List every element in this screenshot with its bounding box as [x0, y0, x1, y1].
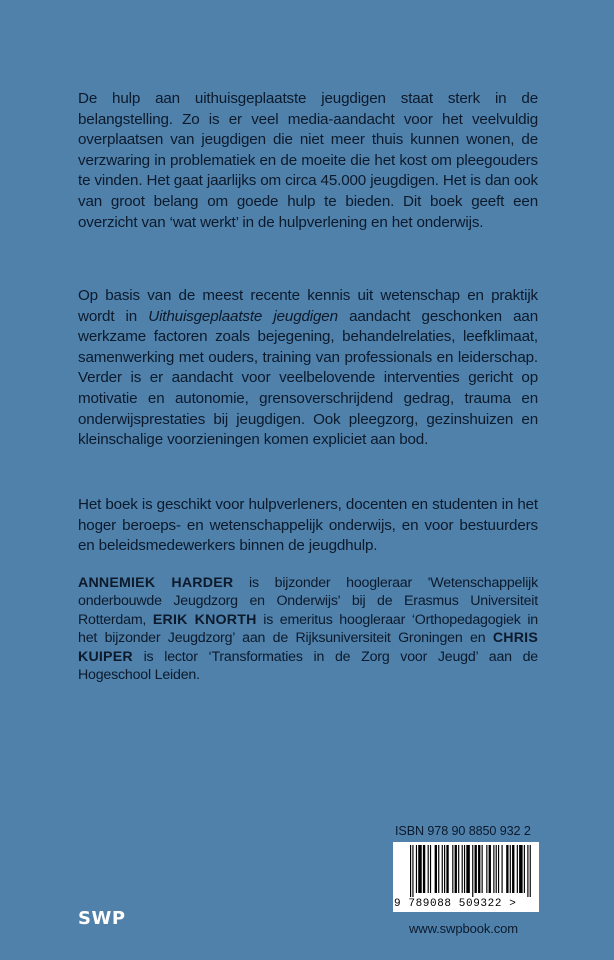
author-bio-kuiper: is lector ‘Transformaties in de Zorg voor Jeugd’ aan de Hogeschool Leiden. — [78, 648, 538, 684]
book-title: Uithuisgeplaatste jeugdigen — [148, 307, 338, 325]
author-bios — [78, 574, 538, 684]
author-bio-harder: is bijzonder hoogleraar 'Wetenschappelijk onderbouwde Jeugdzorg en Onderwijs' bij de Erasmus Universiteit Rotterdam, — [78, 575, 538, 628]
publisher-website: www.swpbook.com — [409, 921, 519, 936]
author-name-harder: ANNEMIEK HARDER — [78, 575, 234, 591]
author-bio-knorth: is emeritus hoogleraar ‘Orthopedagogiek in het bijzonder Jeugdzorg’ aan de Rijksuniversiteit Groningen en — [78, 611, 538, 647]
barcode-image — [410, 845, 532, 897]
barcode-digits: 9 789088 509322 > — [394, 898, 517, 910]
description-paragraph-3: Het boek is geschikt voor hulpverleners, docenten en studenten in het hoger beroeps- en wetenschappelijk onderwijs, en voor bestuurders en beleidsmedewerkers binnen de jeugdhulp. — [78, 496, 538, 555]
description-paragraph-1: De hulp aan uithuisgeplaatste jeugdigen staat sterk in de belangstelling. Zo is er veel media-aandacht voor het veelvuldig overplaatsen van jeugdigen die niet meer thuis kunnen wonen, de verzwaring in problematiek en de moeite die het kost om pleegouders te vinden. Het gaat jaarlijks om circa 45.000 jeugdigen. Het is dan ook van groot belang om goede hulp te bieden. Dit boek geeft een overzicht van ‘wat werkt’ in de hulpverlening en het onderwijs. — [78, 90, 538, 231]
paragraph-2-intro: Op basis van de meest recente kennis uit wetenschap en praktijk wordt in — [78, 287, 538, 325]
publisher-logo: SWP — [78, 908, 126, 929]
author-name-kuiper: CHRIS KUIPER — [78, 630, 538, 665]
isbn-label: ISBN 978 90 8850 932 2 — [395, 824, 531, 838]
description-paragraph-2 — [78, 286, 538, 451]
author-name-knorth: ERIK KNORTH — [152, 611, 257, 628]
paragraph-2-body: aandacht geschonken aan werkzame factoren zoals bejegening, behandelrelaties, leefklimaat, samenwerking met ouders, training van professionals en leiderschap. Verder is er aandacht voor veelbelovende interventies gericht op motivatie en autonomie, grensoverschrijdend gedrag, trauma en onderwijsprestaties bij jeugdigen. Ook pleegzorg, gezinshuizen en kleinschalige voorzieningen komen expliciet aan bod. — [78, 307, 538, 449]
